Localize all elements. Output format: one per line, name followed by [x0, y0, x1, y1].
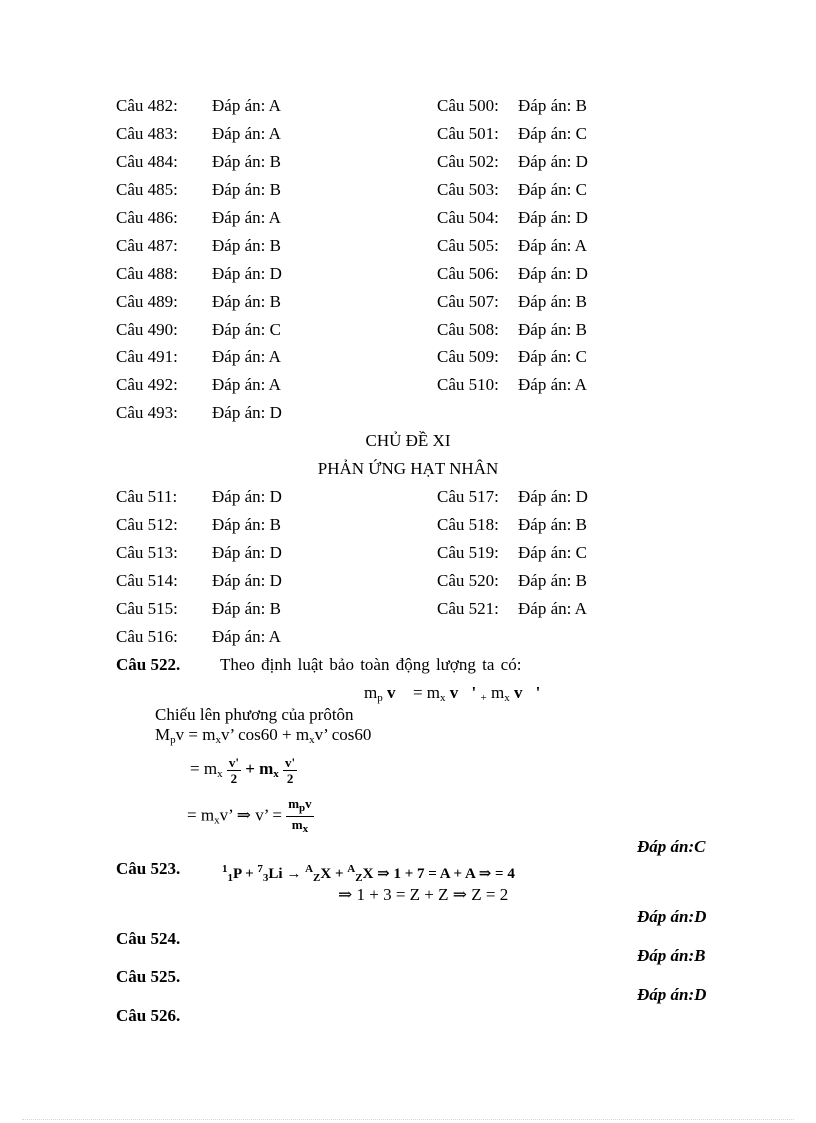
question-524-label: Câu 524.: [116, 929, 181, 948]
question-522-label: Câu 522.: [116, 655, 181, 674]
question-number: Câu 488:: [116, 264, 178, 283]
question-number: Câu 516:: [116, 627, 178, 646]
answer-value: Đáp án: B: [518, 320, 587, 339]
question-526-label: Câu 526.: [116, 1006, 181, 1025]
question-number: Câu 510:: [437, 375, 499, 394]
nuclear-reaction-equation: $^1_1$P + $^7_3$Li → $^A_Z$X + $^A_Z$X ⇒ 1 + 7 = A + A ⇒ = 4: [222, 863, 515, 884]
question-number: Câu 490:: [116, 320, 178, 339]
answer-value: Đáp án: C: [518, 347, 587, 366]
question-number: Câu 491:: [116, 347, 178, 366]
question-number: Câu 492:: [116, 375, 178, 394]
question-number: Câu 513:: [116, 543, 178, 562]
question-number: Câu 484:: [116, 152, 178, 171]
question-number: Câu 493:: [116, 403, 178, 422]
section-topic: CHỦ ĐỀ XI: [365, 431, 451, 450]
question-number: Câu 506:: [437, 264, 499, 283]
question-number: Câu 520:: [437, 571, 499, 590]
momentum-vector-equation: $m_p$ v⃗ = $m_x$ v⃗' $_+$ $m_x$ v⃗': [364, 683, 541, 704]
projection-equation: $M_pv = m_xv$’ $\cos 60 + m_xv$’ cos60: [155, 725, 372, 746]
answer-value: Đáp án: B: [518, 96, 587, 115]
question-number: Câu 512:: [116, 515, 178, 534]
question-525-label: Câu 525.: [116, 967, 181, 986]
question-number: Câu 508:: [437, 320, 499, 339]
answer-value: Đáp án: B: [212, 152, 281, 171]
answer-523: Đáp án:D: [637, 907, 707, 926]
question-number: Câu 487:: [116, 236, 178, 255]
answer-value: Đáp án: A: [518, 599, 587, 618]
question-number: Câu 515:: [116, 599, 178, 618]
question-number: Câu 521:: [437, 599, 499, 618]
simplified-equation: = $m_x$ $\frac{v'}{2}$ + $m_x$ $\frac{v'}{2}$: [190, 754, 296, 786]
question-number: Câu 486:: [116, 208, 178, 227]
answer-value: Đáp án: D: [212, 571, 282, 590]
momentum-conservation-intro: Theo định luật bảo toàn động lượng ta có:: [220, 655, 522, 674]
result-equation: = $m_xv$’ ⇒ v’ = $\frac{m_pv}{m_x}$: [187, 796, 312, 835]
question-number: Câu 517:: [437, 487, 499, 506]
question-number: Câu 507:: [437, 292, 499, 311]
answer-value: Đáp án: A: [212, 347, 281, 366]
question-number: Câu 489:: [116, 292, 178, 311]
answer-value: Đáp án: D: [212, 487, 282, 506]
answer-value: Đáp án: A: [518, 236, 587, 255]
charge-conservation-equation: ⇒ 1 + 3 = Z + Z ⇒ Z = 2: [338, 885, 509, 904]
answer-value: Đáp án: D: [518, 264, 588, 283]
answer-value: Đáp án: B: [518, 515, 587, 534]
question-number: Câu 504:: [437, 208, 499, 227]
answer-value: Đáp án: B: [518, 292, 587, 311]
answer-value: Đáp án: B: [212, 292, 281, 311]
answer-value: Đáp án: B: [212, 236, 281, 255]
answer-524: Đáp án:B: [637, 946, 706, 965]
answer-value: Đáp án: A: [212, 208, 281, 227]
answer-value: Đáp án: A: [212, 375, 281, 394]
question-number: Câu 509:: [437, 347, 499, 366]
answer-value: Đáp án: A: [518, 375, 587, 394]
answer-522: Đáp án:C: [637, 837, 706, 856]
question-number: Câu 505:: [437, 236, 499, 255]
answer-value: Đáp án: B: [212, 515, 281, 534]
answer-value: Đáp án: A: [212, 627, 281, 646]
question-number: Câu 485:: [116, 180, 178, 199]
answer-value: Đáp án: D: [212, 264, 282, 283]
answer-value: Đáp án: C: [212, 320, 281, 339]
answer-value: Đáp án: B: [518, 571, 587, 590]
answer-value: Đáp án: B: [212, 180, 281, 199]
answer-value: Đáp án: C: [518, 124, 587, 143]
answer-value: Đáp án: D: [518, 152, 588, 171]
answer-value: Đáp án: D: [518, 487, 588, 506]
answer-value: Đáp án: D: [212, 543, 282, 562]
question-number: Câu 500:: [437, 96, 499, 115]
question-number: Câu 514:: [116, 571, 178, 590]
answer-value: Đáp án: C: [518, 543, 587, 562]
question-number: Câu 482:: [116, 96, 178, 115]
question-number: Câu 503:: [437, 180, 499, 199]
question-523-label: Câu 523.: [116, 859, 181, 878]
answer-value: Đáp án: D: [518, 208, 588, 227]
answer-value: Đáp án: C: [518, 180, 587, 199]
answer-value: Đáp án: A: [212, 124, 281, 143]
answer-value: Đáp án: A: [212, 96, 281, 115]
section-title: PHẢN ỨNG HẠT NHÂN: [317, 459, 499, 478]
question-number: Câu 483:: [116, 124, 178, 143]
question-number: Câu 511:: [116, 487, 178, 506]
answer-525: Đáp án:D: [637, 985, 707, 1004]
answer-value: Đáp án: D: [212, 403, 282, 422]
question-number: Câu 501:: [437, 124, 499, 143]
question-number: Câu 518:: [437, 515, 499, 534]
answer-value: Đáp án: B: [212, 599, 281, 618]
page-bottom-divider: [22, 1119, 794, 1120]
projection-note: Chiếu lên phương của prôtôn: [155, 705, 354, 724]
question-number: Câu 502:: [437, 152, 499, 171]
question-number: Câu 519:: [437, 543, 499, 562]
